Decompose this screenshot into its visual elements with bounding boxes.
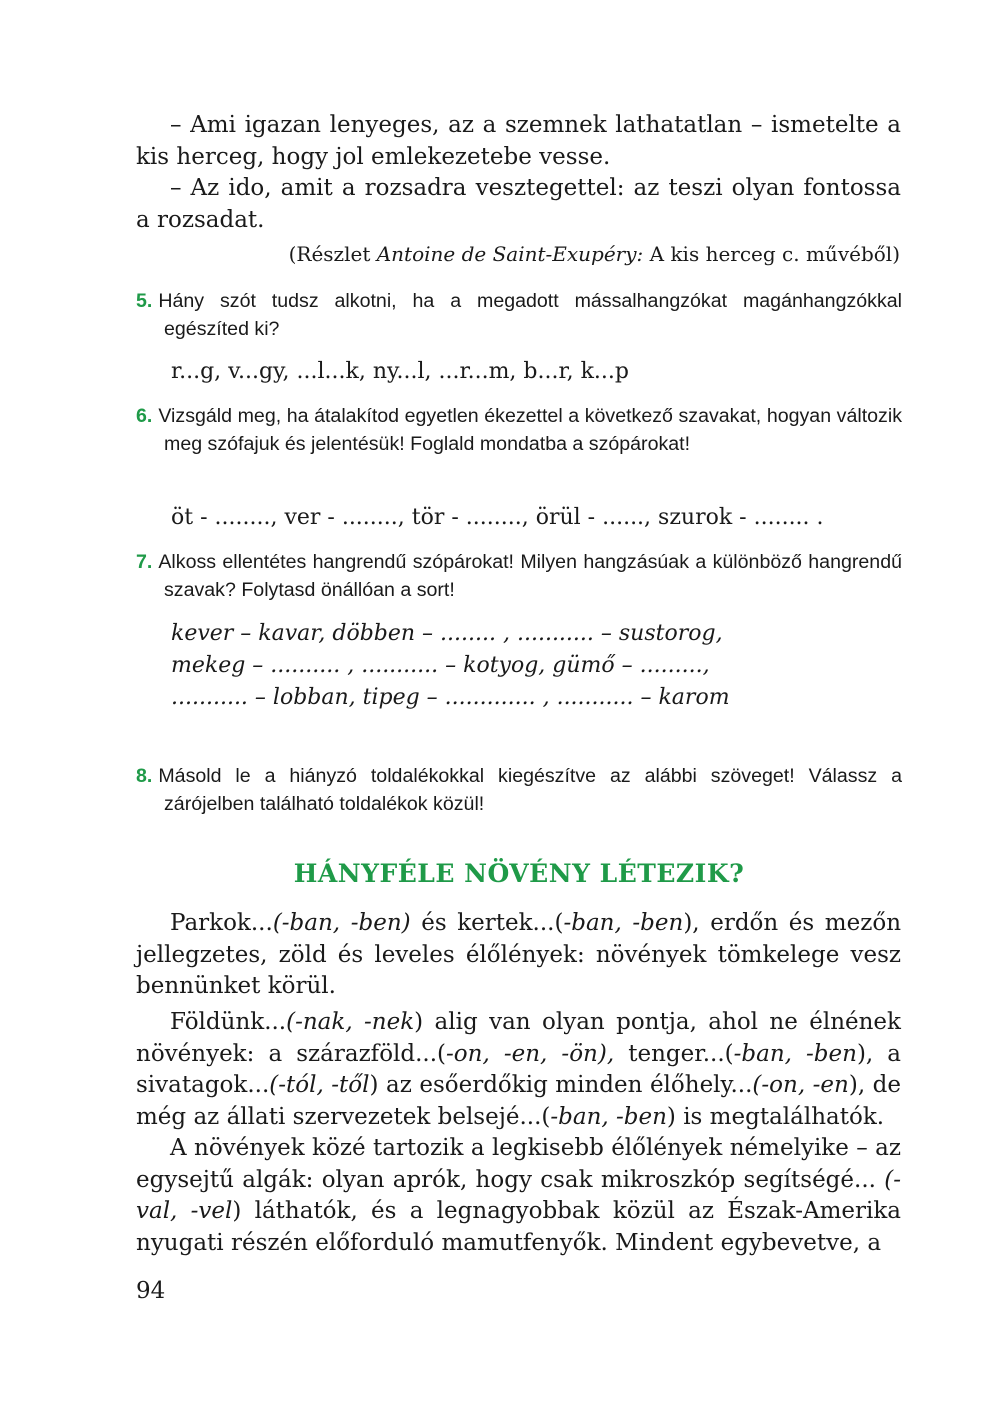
citation-author: Antoine de Saint-Exupéry:: [376, 242, 644, 266]
task-5-example: r...g, v...gy, ...l...k, ny...l, ...r...m, b...r, k...p: [171, 359, 629, 384]
citation: [289, 240, 900, 268]
task-number: 7.: [136, 551, 153, 573]
text-run: ) láthatók, és a legnagyobbak közül az Észak-Amerika nyugati részén előforduló mamutfenyők. Mindent egybevetve, a: [136, 1198, 901, 1256]
task-7-example-line-3: ........... – lobban, tipeg – ............. , ........... – karom: [171, 685, 730, 710]
task-6-example: öt - ........, ver - ........, tör - ........, örül - ......, szurok - ........ .: [171, 505, 824, 530]
text-run: ), erdőn és mezőn jellegzetes, zöld és leveles élőlények: növények tömkelege vesz bennünket körül.: [136, 910, 902, 999]
text-run: ), de még az állati szervezetek belsejé...(: [136, 1072, 901, 1130]
task-7: [136, 548, 902, 604]
citation-suffix: A kis herceg c. művéből): [643, 242, 900, 266]
page-number: 94: [136, 1278, 166, 1304]
task-text: Vizsgáld meg, ha átalakítod egyetlen ékezettel a következő szavakat, hogyan változik meg szófajuk és jelentésük! Foglald mondatba a szópárokat!: [158, 405, 902, 455]
task-7-example-line-1: kever – kavar, döbben – ........ , ........... – sustorog,: [171, 621, 723, 646]
task-6: [136, 402, 902, 458]
task-8: [136, 762, 902, 818]
text-run: és kertek...(: [410, 910, 564, 936]
section-paragraph-2: [136, 1007, 901, 1133]
task-number: 6.: [136, 405, 153, 427]
task-5: [136, 287, 902, 343]
task-number: 8.: [136, 765, 153, 787]
suffix-options: (-ban, -ben): [272, 910, 411, 936]
task-text: Másold le a hiányzó toldalékokkal kiegészítve az alábbi szöveget! Válassz a zárójelben található toldalékok közül!: [158, 765, 902, 815]
task-text: Alkoss ellentétes hangrendű szópárokat! Milyen hangzásúak a különböző hangrendű szavak? Folytasd önállóan a sort!: [158, 551, 902, 601]
suffix-options: (-on, -en: [752, 1072, 849, 1098]
text-run: A növények közé tartozik a legkisebb élőlények némelyike – az egysejtű algák: olyan aprók, hogy csak mikroszkóp segítségé...: [136, 1135, 901, 1193]
text-run: ) is megtalálhatók.: [666, 1103, 885, 1130]
task-number: 5.: [136, 290, 153, 312]
suffix-options: -ban, -ben: [550, 1103, 667, 1130]
task-7-example-line-2: mekeg – .......... , ........... – kotyog, gümő – .........,: [171, 653, 710, 678]
text-run: ) az esőerdőkig minden élőhely...: [369, 1072, 753, 1098]
text-run: ), a sivatagok...: [136, 1040, 902, 1098]
text-run: Földünk...: [170, 1009, 287, 1035]
quote-paragraph-2: – Az ido, amit a rozsadra vesztegettel: az teszi olyan fontossa a rozsadat.: [136, 175, 901, 233]
section-heading: HÁNYFÉLE NÖVÉNY LÉTEZIK?: [293, 859, 745, 888]
suffix-options: (-val, -vel: [136, 1166, 901, 1224]
section-paragraph-1: [136, 908, 901, 1003]
citation-prefix: (Részlet: [288, 242, 377, 266]
suffix-options: -ban, -ben: [563, 910, 684, 936]
text-run: Parkok...: [170, 910, 273, 936]
suffix-options: -on, -en, -ön),: [446, 1040, 615, 1067]
suffix-options: -ban, -ben: [733, 1040, 857, 1067]
suffix-options: (-tól, -től: [269, 1072, 370, 1098]
task-text: Hány szót tudsz alkotni, ha a megadott mássalhangzókat magánhangzókkal egészíted ki?: [158, 290, 902, 340]
section-paragraph-3: [136, 1133, 901, 1259]
text-run: ) alig van olyan pontja, ahol ne élnének növények: a szárazföld...(: [136, 1009, 901, 1067]
text-run: tenger...(: [614, 1040, 734, 1067]
quote-paragraph-1: – Ami igazan lenyeges, az a szemnek lathatatlan – ismetelte a kis herceg, hogy jol emlekezetebe vesse.: [136, 112, 901, 170]
suffix-options: (-nak, -nek: [286, 1009, 415, 1035]
